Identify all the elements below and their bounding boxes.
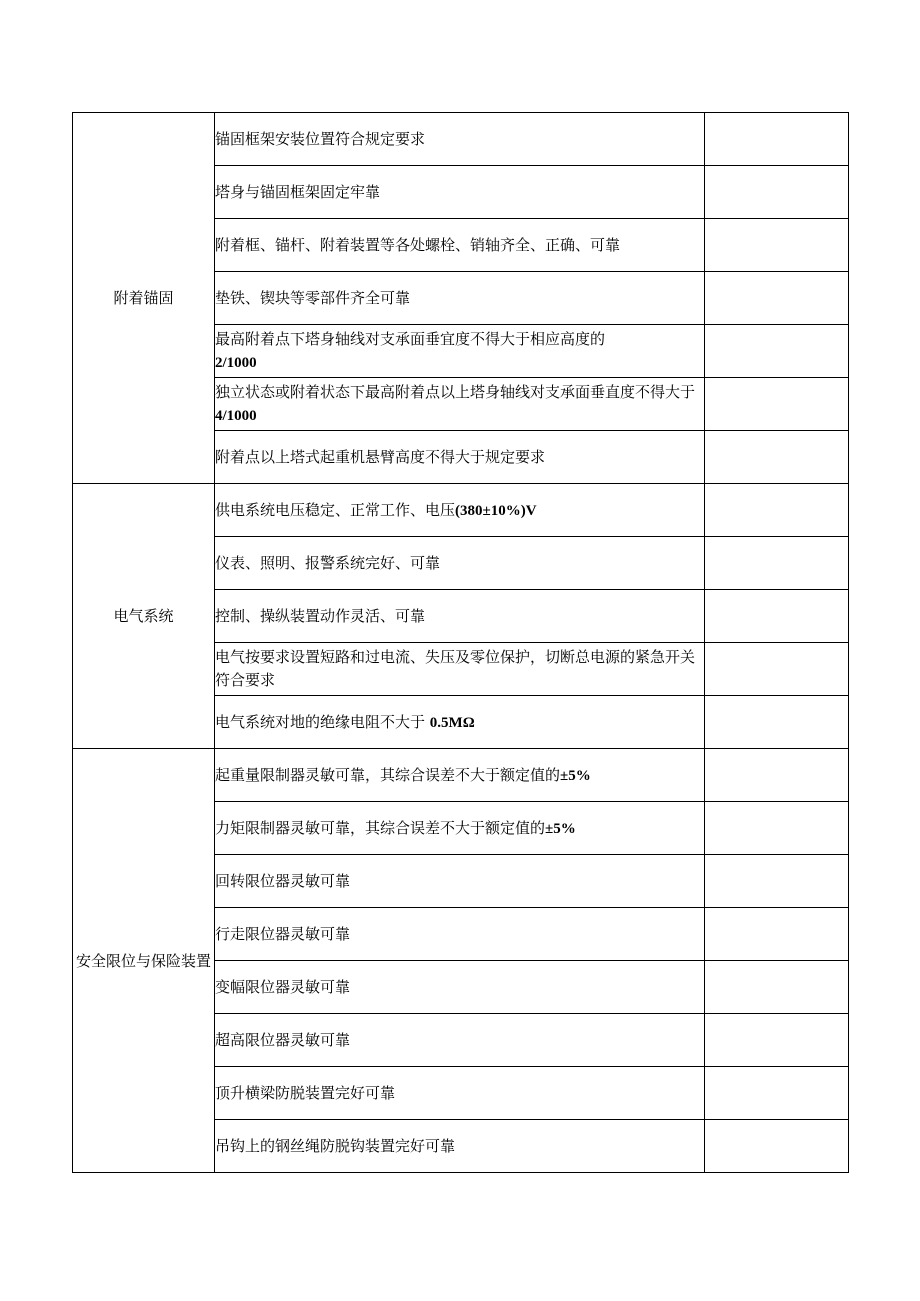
- result-cell[interactable]: [705, 219, 849, 272]
- check-item: 锚固框架安装位置符合规定要求: [215, 113, 705, 166]
- category-cell: 电气系统: [73, 484, 215, 749]
- check-item: 附着点以上塔式起重机悬臂高度不得大于规定要求: [215, 431, 705, 484]
- result-cell[interactable]: [705, 590, 849, 643]
- check-item: 变幅限位器灵敏可靠: [215, 961, 705, 1014]
- result-cell[interactable]: [705, 749, 849, 802]
- result-cell[interactable]: [705, 484, 849, 537]
- check-item: 力矩限制器灵敏可靠，其综合误差不大于额定值的±5%: [215, 802, 705, 855]
- result-cell[interactable]: [705, 802, 849, 855]
- check-item: 仪表、照明、报警系统完好、可靠: [215, 537, 705, 590]
- table-row: [73, 113, 849, 166]
- check-item: 最高附着点下塔身轴线对支承面垂宜度不得大于相应高度的 2/1000: [215, 325, 705, 378]
- check-item: 超高限位器灵敏可靠: [215, 1014, 705, 1067]
- table-row: [73, 484, 849, 537]
- table-row: [73, 749, 849, 802]
- result-cell[interactable]: [705, 325, 849, 378]
- result-cell[interactable]: [705, 431, 849, 484]
- category-cell: 安全限位与保险装置: [73, 749, 215, 1173]
- check-item: 塔身与锚固框架固定牢靠: [215, 166, 705, 219]
- check-item: 起重量限制器灵敏可靠，其综合误差不大于额定值的±5%: [215, 749, 705, 802]
- check-item: 垫铁、锲块等零部件齐全可靠: [215, 272, 705, 325]
- check-item: 顶升横梁防脱装置完好可靠: [215, 1067, 705, 1120]
- result-cell[interactable]: [705, 378, 849, 431]
- check-item: 电气系统对地的绝缘电阻不大于 0.5MΩ: [215, 696, 705, 749]
- category-cell: 附着锚固: [73, 113, 215, 484]
- result-cell[interactable]: [705, 166, 849, 219]
- result-cell[interactable]: [705, 537, 849, 590]
- result-cell[interactable]: [705, 643, 849, 696]
- check-item: 附着框、锚杆、附着装置等各处螺栓、销轴齐全、正确、可靠: [215, 219, 705, 272]
- check-item: 电气按要求设置短路和过电流、失压及零位保护，切断总电源的紧急开关符合要求: [215, 643, 705, 696]
- check-item: 吊钩上的钢丝绳防脱钩装置完好可靠: [215, 1120, 705, 1173]
- check-item: 回转限位器灵敏可靠: [215, 855, 705, 908]
- result-cell[interactable]: [705, 696, 849, 749]
- result-cell[interactable]: [705, 855, 849, 908]
- check-item: 控制、操纵装置动作灵活、可靠: [215, 590, 705, 643]
- result-cell[interactable]: [705, 908, 849, 961]
- result-cell[interactable]: [705, 1067, 849, 1120]
- result-cell[interactable]: [705, 272, 849, 325]
- result-cell[interactable]: [705, 1014, 849, 1067]
- result-cell[interactable]: [705, 1120, 849, 1173]
- check-item: 独立状态或附着状态下最高附着点以上塔身轴线对支承面垂直度不得大于 4/1000: [215, 378, 705, 431]
- check-item: 行走限位器灵敏可靠: [215, 908, 705, 961]
- result-cell[interactable]: [705, 113, 849, 166]
- result-cell[interactable]: [705, 961, 849, 1014]
- check-item: 供电系统电压稳定、正常工作、电压(380±10%)V: [215, 484, 705, 537]
- inspection-table: [72, 112, 849, 1173]
